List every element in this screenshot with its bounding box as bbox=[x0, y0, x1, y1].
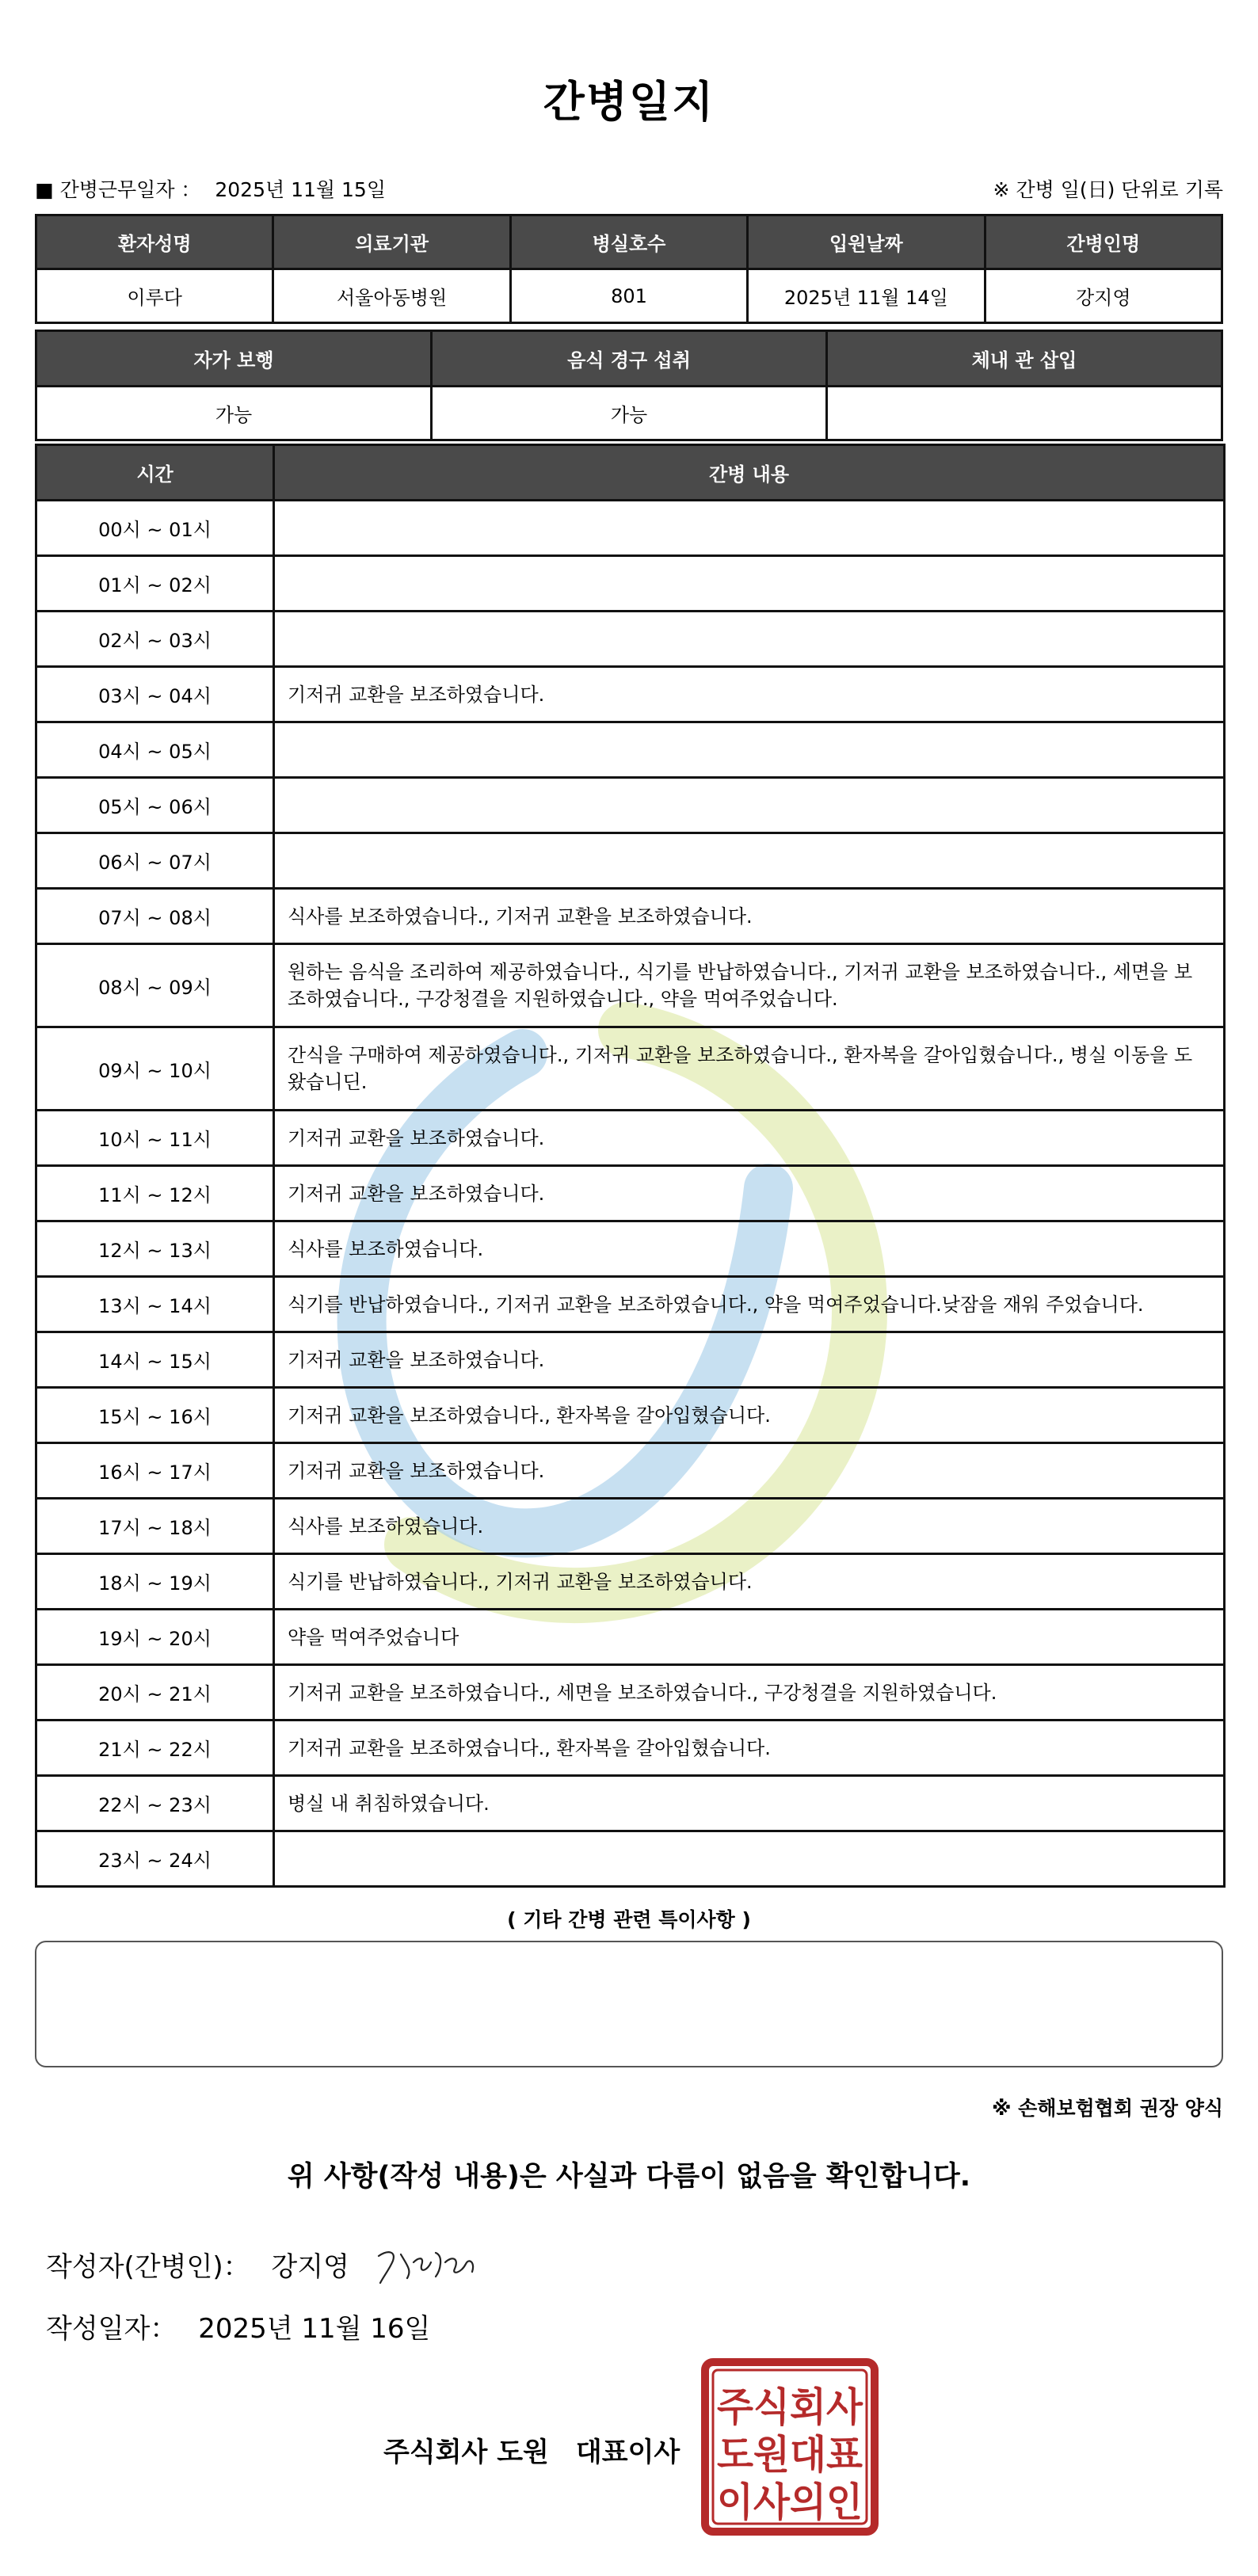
log-content-cell: 식사를 보조하였습니다. bbox=[274, 1499, 1225, 1554]
log-content-cell bbox=[274, 501, 1225, 556]
log-time-cell: 16시 ~ 17시 bbox=[36, 1443, 274, 1499]
header-caregiver-name: 간병인명 bbox=[985, 215, 1222, 269]
log-content-cell: 기저귀 교환을 보조하였습니다. bbox=[274, 1443, 1225, 1499]
table-row bbox=[36, 556, 1225, 612]
table-row bbox=[36, 1332, 1225, 1388]
table-row bbox=[36, 1610, 1225, 1665]
table-row bbox=[36, 889, 1225, 944]
log-time-cell: 21시 ~ 22시 bbox=[36, 1721, 274, 1776]
log-time-cell: 07시 ~ 08시 bbox=[36, 889, 274, 944]
log-time-cell: 23시 ~ 24시 bbox=[36, 1831, 274, 1887]
admission-date: 2025년 11월 14일 bbox=[748, 269, 985, 323]
log-time-cell: 14시 ~ 15시 bbox=[36, 1332, 274, 1388]
confirmation-statement: 위 사항(작성 내용)은 사실과 다름이 없음을 확인합니다. bbox=[287, 2161, 971, 2193]
table-row bbox=[36, 778, 1225, 833]
log-time-cell: 06시 ~ 07시 bbox=[36, 833, 274, 889]
log-content-cell bbox=[274, 833, 1225, 889]
author-label: 작성자(간병인)： bbox=[46, 2251, 250, 2283]
log-time-cell: 02시 ~ 03시 bbox=[36, 612, 274, 667]
author-name: 강지영 bbox=[271, 2251, 349, 2283]
company-seal-icon bbox=[700, 2357, 879, 2536]
work-date bbox=[35, 174, 386, 203]
log-content-cell: 식사를 보조하였습니다. bbox=[274, 1221, 1225, 1277]
table-row bbox=[36, 1111, 1225, 1166]
log-time-cell: 17시 ~ 18시 bbox=[36, 1499, 274, 1554]
table-row bbox=[36, 387, 1222, 440]
header-care-content: 간병 내용 bbox=[274, 445, 1225, 501]
company-name: 주식회사 도원 대표이사 bbox=[383, 2437, 680, 2468]
log-content-cell: 기저귀 교환을 보조하였습니다., 환자복을 갈아입혔습니다. bbox=[274, 1388, 1225, 1443]
header-patient-name: 환자성명 bbox=[36, 215, 273, 269]
signature-icon bbox=[372, 2239, 491, 2291]
log-time-cell: 13시 ~ 14시 bbox=[36, 1277, 274, 1332]
log-time-cell: 01시 ~ 02시 bbox=[36, 556, 274, 612]
tube-insertion bbox=[827, 387, 1222, 440]
table-row bbox=[36, 269, 1222, 323]
log-time-cell: 18시 ~ 19시 bbox=[36, 1554, 274, 1610]
work-date-label: ■ 간병근무일자 ： bbox=[35, 178, 201, 201]
log-time-cell: 12시 ~ 13시 bbox=[36, 1221, 274, 1277]
log-time-cell: 08시 ~ 09시 bbox=[36, 944, 274, 1027]
header-oral-intake: 음식 경구 섭취 bbox=[432, 331, 827, 387]
table-row bbox=[36, 1277, 1225, 1332]
oral-intake: 가능 bbox=[432, 387, 827, 440]
table-header-row bbox=[36, 331, 1222, 387]
table-row bbox=[36, 1443, 1225, 1499]
svg-text:주식회사: 주식회사 bbox=[717, 2384, 863, 2430]
table-header-row bbox=[36, 215, 1222, 269]
log-time-cell: 19시 ~ 20시 bbox=[36, 1610, 274, 1665]
log-content-cell bbox=[274, 1831, 1225, 1887]
log-time-cell: 04시 ~ 05시 bbox=[36, 722, 274, 778]
table-row bbox=[36, 833, 1225, 889]
table-row bbox=[36, 1665, 1225, 1721]
log-content-cell: 식사를 보조하였습니다., 기저귀 교환을 보조하였습니다. bbox=[274, 889, 1225, 944]
table-row bbox=[36, 501, 1225, 556]
notes-box bbox=[35, 1941, 1223, 2067]
care-log-table bbox=[35, 444, 1226, 1888]
table-row bbox=[36, 1388, 1225, 1443]
header-self-walking: 자가 보행 bbox=[36, 331, 432, 387]
work-date-value: 2025년 11월 15일 bbox=[215, 178, 386, 201]
log-content-cell: 기저귀 교환을 보조하였습니다. bbox=[274, 1166, 1225, 1221]
log-content-cell: 기저귀 교환을 보조하였습니다. bbox=[274, 1111, 1225, 1166]
unit-note: ※ 간병 일(日) 단위로 기록 bbox=[993, 178, 1223, 201]
svg-text:이사의인: 이사의인 bbox=[717, 2479, 863, 2525]
table-row bbox=[36, 1721, 1225, 1776]
table-row bbox=[36, 722, 1225, 778]
log-content-cell: 간식을 구매하여 제공하였습니다., 기저귀 교환을 보조하였습니다., 환자복을 갈아입혔습니다., 병실 이동을 도왔습니딘. bbox=[274, 1027, 1225, 1111]
written-date-value: 2025년 11월 16일 bbox=[198, 2313, 431, 2345]
table-row bbox=[36, 1776, 1225, 1831]
header-hospital: 의료기관 bbox=[273, 215, 510, 269]
table-row bbox=[36, 1166, 1225, 1221]
table-row bbox=[36, 1554, 1225, 1610]
table-header-row bbox=[36, 445, 1225, 501]
author-row bbox=[46, 2245, 349, 2284]
log-content-cell: 원하는 음식을 조리하여 제공하였습니다., 식기를 반납하였습니다., 기저귀 교환을 보조하였습니다., 세면을 보조하였습니다., 구강청결을 지원하였습니다., 약을 먹여주었습니다. bbox=[274, 944, 1225, 1027]
header-time: 시간 bbox=[36, 445, 274, 501]
log-time-cell: 10시 ~ 11시 bbox=[36, 1111, 274, 1166]
page-title: 간병일지 bbox=[543, 77, 715, 127]
log-time-cell: 00시 ~ 01시 bbox=[36, 501, 274, 556]
patient-name: 이루다 bbox=[36, 269, 273, 323]
written-date-row bbox=[46, 2307, 430, 2345]
log-content-cell: 기저귀 교환을 보조하였습니다., 세면을 보조하였습니다., 구강청결을 지원하였습니다. bbox=[274, 1665, 1225, 1721]
log-time-cell: 03시 ~ 04시 bbox=[36, 667, 274, 722]
table-row bbox=[36, 612, 1225, 667]
log-time-cell: 20시 ~ 21시 bbox=[36, 1665, 274, 1721]
table-row bbox=[36, 667, 1225, 722]
table-row bbox=[36, 1027, 1225, 1111]
log-time-cell: 15시 ~ 16시 bbox=[36, 1388, 274, 1443]
log-content-cell bbox=[274, 556, 1225, 612]
log-content-cell: 식기를 반납하였습니다., 기저귀 교환을 보조하였습니다. bbox=[274, 1554, 1225, 1610]
table-row bbox=[36, 1831, 1225, 1887]
self-walking: 가능 bbox=[36, 387, 432, 440]
log-content-cell: 약을 먹여주었습니다 bbox=[274, 1610, 1225, 1665]
caregiver-name: 강지영 bbox=[985, 269, 1222, 323]
patient-status-table bbox=[35, 330, 1223, 441]
hospital: 서울아동병원 bbox=[273, 269, 510, 323]
header-tube-insertion: 체내 관 삽입 bbox=[827, 331, 1222, 387]
table-row bbox=[36, 944, 1225, 1027]
log-time-cell: 22시 ~ 23시 bbox=[36, 1776, 274, 1831]
written-date-label: 작성일자： bbox=[46, 2313, 177, 2345]
header-admission-date: 입원날짜 bbox=[748, 215, 985, 269]
info-row bbox=[35, 174, 1223, 201]
table-row bbox=[36, 1499, 1225, 1554]
log-content-cell: 기저귀 교환을 보조하였습니다., 환자복을 갈아입혔습니다. bbox=[274, 1721, 1225, 1776]
patient-info-table bbox=[35, 214, 1223, 324]
log-content-cell: 기저귀 교환을 보조하였습니다. bbox=[274, 667, 1225, 722]
log-content-cell bbox=[274, 612, 1225, 667]
log-content-cell: 기저귀 교환을 보조하였습니다. bbox=[274, 1332, 1225, 1388]
log-content-cell bbox=[274, 722, 1225, 778]
log-content-cell bbox=[274, 778, 1225, 833]
table-row bbox=[36, 1221, 1225, 1277]
form-note: ※ 손해보험협회 권장 양식 bbox=[992, 2097, 1223, 2120]
log-content-cell: 식기를 반납하였습니다., 기저귀 교환을 보조하였습니다., 약을 먹여주었습니다.낮잠을 재워 주었습니다. bbox=[274, 1277, 1225, 1332]
care-log-body bbox=[36, 501, 1225, 1887]
log-time-cell: 09시 ~ 10시 bbox=[36, 1027, 274, 1111]
log-time-cell: 11시 ~ 12시 bbox=[36, 1166, 274, 1221]
header-room-number: 병실호수 bbox=[510, 215, 747, 269]
log-time-cell: 05시 ~ 06시 bbox=[36, 778, 274, 833]
room-number: 801 bbox=[510, 269, 747, 323]
svg-text:도원대표: 도원대표 bbox=[717, 2432, 863, 2478]
notes-title: ( 기타 간병 관련 특이사항 ) bbox=[507, 1908, 751, 1931]
log-content-cell: 병실 내 취침하였습니다. bbox=[274, 1776, 1225, 1831]
